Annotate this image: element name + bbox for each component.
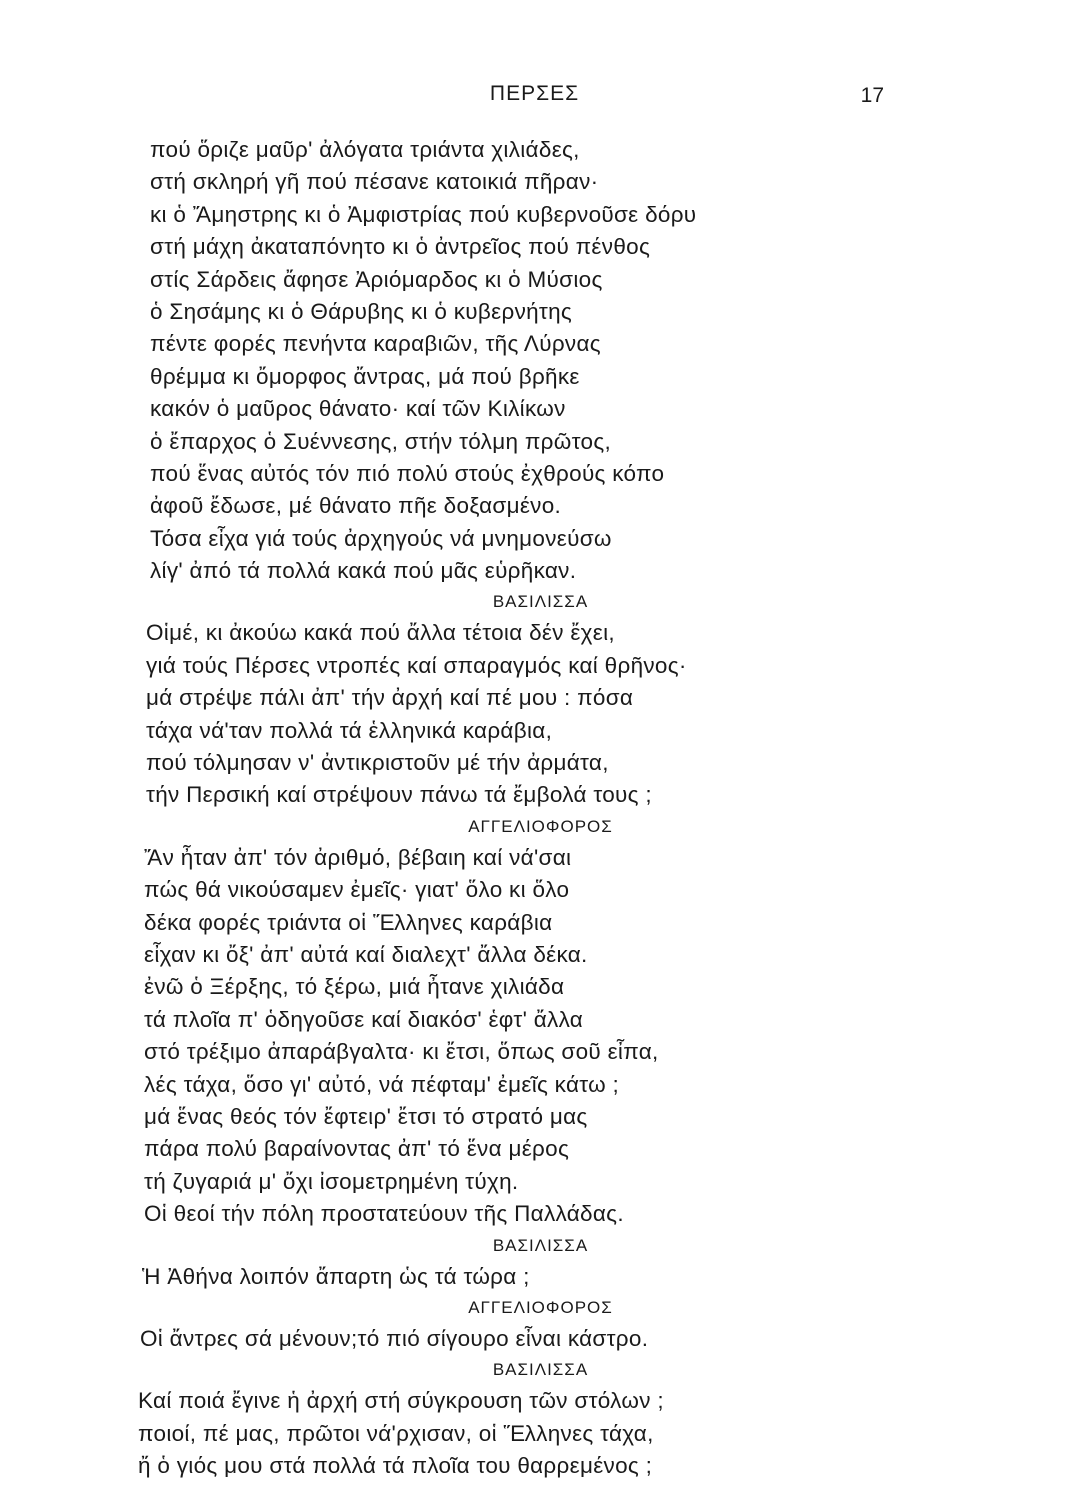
verse-line: Οἱ θεοί τήν πόλη προστατεύουν τῆς Παλλάδας. bbox=[144, 1201, 624, 1227]
verse-line: μά ἕνας θεός τόν ἔφτειρ' ἔτσι τό στρατό μας bbox=[144, 1103, 588, 1129]
speaker-name: ΒΑΣΙΛΙΣΣΑ bbox=[492, 1360, 589, 1380]
verse-line: ὁ Σησάμης κι ὁ Θάρυβης κι ὁ κυβερνήτης bbox=[150, 298, 573, 324]
verse-line: εἶχαν κι ὄξ' ἀπ' αὐτά καί διαλεχτ' ἄλλα δέκα. bbox=[144, 941, 588, 967]
verse-line: Οἱ ἄντρες σά μένουν;τό πιό σίγουρο εἶναι κάστρο. bbox=[140, 1325, 649, 1351]
verse-line: Τόσα εἶχα γιά τούς ἀρχηγούς νά μνημονεύσω bbox=[150, 525, 612, 551]
verse-line: γιά τούς Πέρσες ντροπές καί σπαραγμός καί θρῆνος· bbox=[146, 652, 687, 678]
verse-line: ἐνῶ ὁ Ξέρξης, τό ξέρω, μιά ἦτανε χιλιάδα bbox=[144, 974, 565, 1000]
verse-line: λές τάχα, ὅσο γι' αὐτό, νά πέφταμ' ἐμεῖς κάτω ; bbox=[144, 1071, 620, 1097]
verse-line: τά πλοῖα π' ὁδηγοῦσε καί διακόσ' ἑφτ' ἄλλα bbox=[144, 1006, 584, 1032]
verse-line: πού τόλμησαν ν' ἀντικριστοῦν μέ τήν ἀρμάτα, bbox=[146, 750, 609, 776]
verse-line: πώς θά νικούσαμεν ἐμεῖς· γιατ' ὅλο κι ὅλο bbox=[144, 877, 570, 903]
page-number: 17 bbox=[860, 84, 884, 107]
verse-line: ἤ ὁ γιός μου στά πολλά τά πλοῖα του θαρρεμένος ; bbox=[138, 1453, 653, 1479]
verse-line: ποιοί, πέ μας, πρῶτοι νά'ρχισαν, οἱ Ἕλληνες τάχα, bbox=[138, 1420, 654, 1446]
verse-line: Ἄν ἦταν ἀπ' τόν ἀριθμό, βέβαιη καί νά'σαι bbox=[144, 844, 572, 870]
verse-line: τή ζυγαριά μ' ὄχι ἰσομετρημένη τύχη. bbox=[144, 1168, 519, 1194]
verse-line: στίς Σάρδεις ἄφησε Ἀριόμαρδος κι ὁ Μύσιος bbox=[150, 266, 603, 292]
verse-line: κι ὁ Ἄμηστρης κι ὁ Ἀμφιστρίας πού κυβερνοῦσε δόρυ bbox=[150, 201, 697, 227]
verse-line: τήν Περσική καί στρέψουν πάνω τά ἔμβολά τους ; bbox=[146, 782, 652, 808]
verse-line: τάχα νά'ταν πολλά τά ἑλληνικά καράβια, bbox=[146, 717, 553, 743]
verse-line: πάρα πολύ βαραίνοντας ἀπ' τό ἕνα μέρος bbox=[144, 1136, 570, 1162]
verse-line: Οἱμέ, κι ἀκούω κακά πού ἄλλα τέτοια δέν ἔχει, bbox=[146, 620, 615, 646]
verse-line: Καί ποιά ἔγινε ἡ ἀρχή στή σύγκρουση τῶν στόλων ; bbox=[138, 1388, 664, 1414]
speaker-name: ΑΓΓΕΛΙΟΦΟΡΟΣ bbox=[468, 816, 613, 836]
verse-line: πού ἕνας αὐτός τόν πιό πολύ στούς ἐχθρούς κόπο bbox=[150, 460, 665, 486]
verse-line: λίγ' ἀπό τά πολλά κακά πού μᾶς εὑρῆκαν. bbox=[150, 558, 577, 584]
verse-line: ἀφοῦ ἔδωσε, μέ θάνατο πῆε δοξασμένο. bbox=[150, 493, 562, 519]
running-title: ΠΕΡΣΕΣ bbox=[489, 82, 580, 105]
speaker-name: ΑΓΓΕΛΙΟΦΟΡΟΣ bbox=[468, 1297, 613, 1317]
verse-line: πού ὅριζε μαῦρ' ἀλόγατα τριάντα χιλιάδες, bbox=[150, 137, 580, 162]
speaker-name: ΒΑΣΙΛΙΣΣΑ bbox=[492, 1235, 589, 1255]
verse-line: στή σκληρή γῆ πού πέσανε κατοικιά πῆραν· bbox=[150, 169, 599, 195]
verse-line: ὁ ἔπαρχος ὁ Συέννεσης, στήν τόλμη πρῶτος, bbox=[150, 428, 612, 454]
verse-line: δέκα φορές τριάντα οἱ Ἕλληνες καράβια bbox=[144, 909, 553, 935]
verse-line: μά στρέψε πάλι ἀπ' τήν ἀρχή καί πέ μου : πόσα bbox=[146, 685, 634, 711]
speaker-name: ΒΑΣΙΛΙΣΣΑ bbox=[492, 592, 589, 612]
verse-line: πέντε φορές πενήντα καραβιῶν, τῆς Λύρνας bbox=[150, 331, 601, 357]
verse-line: κακόν ὁ μαῦρος θάνατο· καί τῶν Κιλίκων bbox=[150, 396, 566, 422]
verse-line: θρέμμα κι ὄμορφος ἄντρας, μά πού βρῆκε bbox=[150, 363, 580, 389]
verse-line: Ἡ Ἀθήνα λοιπόν ἄπαρτη ὡς τά τώρα ; bbox=[142, 1263, 530, 1289]
verse-line: στή μάχη ἀκαταπόνητο κι ὁ ἀντρεῖος πού πένθος bbox=[150, 234, 651, 260]
play-text bbox=[0, 134, 1069, 1482]
verse-line: στό τρέξιμο ἀπαράβγαλτα· κι ἔτσι, ὅπως σοῦ εἶπα, bbox=[144, 1039, 659, 1065]
